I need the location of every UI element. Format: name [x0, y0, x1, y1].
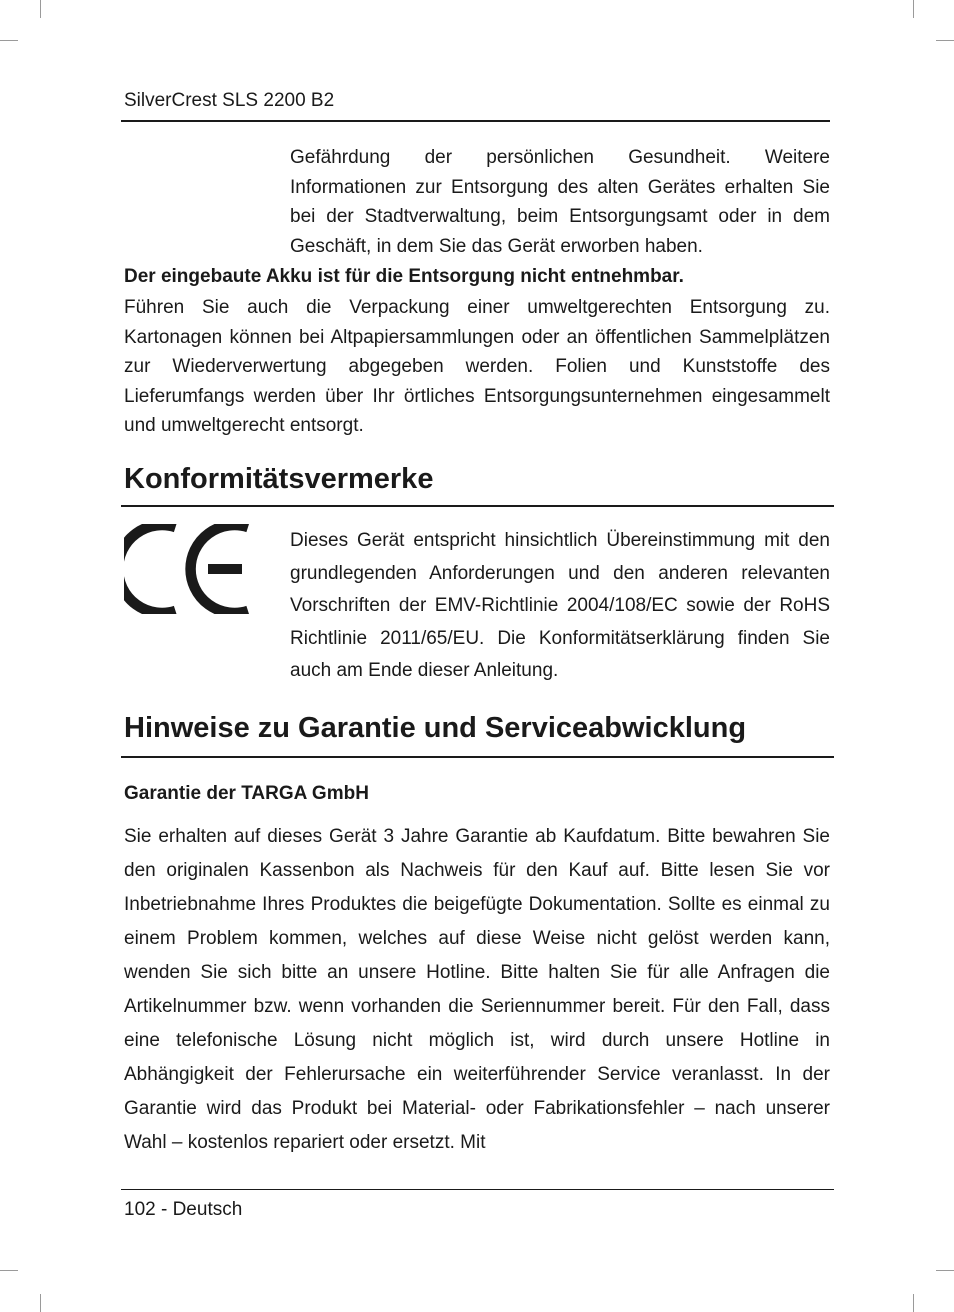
crop-mark	[40, 0, 41, 18]
disposal-continued-paragraph: Gefährdung der persönlichen Gesundheit. Weitere Informationen zur Entsorgung des alten Gerätes erhalten Sie bei der Stadtverwaltung, beim Entsorgungsamt oder in dem Geschäft, in dem Sie das Gerät erworben haben.	[290, 147, 830, 257]
running-header: SilverCrest SLS 2200 B2	[124, 90, 335, 111]
header-rule	[121, 120, 830, 122]
section-heading-warranty: Hinweise zu Garantie und Serviceabwicklung	[124, 712, 747, 744]
crop-mark	[40, 1294, 41, 1312]
ce-mark-icon	[124, 524, 250, 614]
crop-mark	[0, 1270, 18, 1271]
battery-notice: Der eingebaute Akku ist für die Entsorgung nicht entnehmbar.	[124, 266, 684, 287]
footer-rule	[121, 1189, 834, 1190]
crop-mark	[913, 0, 914, 18]
crop-mark	[913, 1294, 914, 1312]
page-number: 102 - Deutsch	[124, 1199, 243, 1220]
conformity-paragraph: Dieses Gerät entspricht hinsichtlich Übereinstimmung mit den grundlegenden Anforderungen und den anderen relevanten Vorschriften der EMV-Richtlinie 2004/108/EC sowie der RoHS Richtlinie 2011/65/EU. Die Konformitätserklärung finden Sie auch am Ende dieser Anleitung.	[290, 530, 830, 681]
section-rule	[121, 756, 834, 758]
crop-mark	[0, 40, 18, 41]
packaging-paragraph: Führen Sie auch die Verpackung einer umweltgerechten Entsorgung zu. Kartonagen können bei Altpapiersammlungen oder an öffentlichen Sammelplätzen zur Wiederverwertung abgegeben werden. Folien und Kunststoffe des Lieferumfangs werden über Ihr örtliches Entsorgungsunternehmen eingesammelt und umweltgerecht entsorgt.	[124, 297, 830, 436]
section-rule	[121, 505, 834, 507]
subheading-warranty-targa: Garantie der TARGA GmbH	[124, 783, 369, 804]
warranty-paragraph: Sie erhalten auf dieses Gerät 3 Jahre Garantie ab Kaufdatum. Bitte bewahren Sie den originalen Kassenbon als Nachweis für den Kauf auf. Bitte lesen Sie vor Inbetriebnahme Ihres Produktes die beigefügte Dokumentation. Sollte es einmal zu einem Problem kommen, welches auf diese Weise nicht gelöst werden kann, wenden Sie sich bitte an unsere Hotline. Bitte halten Sie für alle Anfragen die Artikelnummer bzw. wenn vorhanden die Seriennummer bereit. Für den Fall, dass eine telefonische Lösung nicht möglich ist, wird durch unsere Hotline in Abhängigkeit der Fehlerursache ein weiterführender Service veranlasst. In der Garantie wird das Produkt bei Material- oder Fabrikationsfehler – nach unserer Wahl – kostenlos repariert oder ersetzt. Mit	[124, 826, 830, 1153]
section-heading-conformity: Konformitätsvermerke	[124, 463, 434, 495]
crop-mark	[936, 1270, 954, 1271]
crop-mark	[936, 40, 954, 41]
